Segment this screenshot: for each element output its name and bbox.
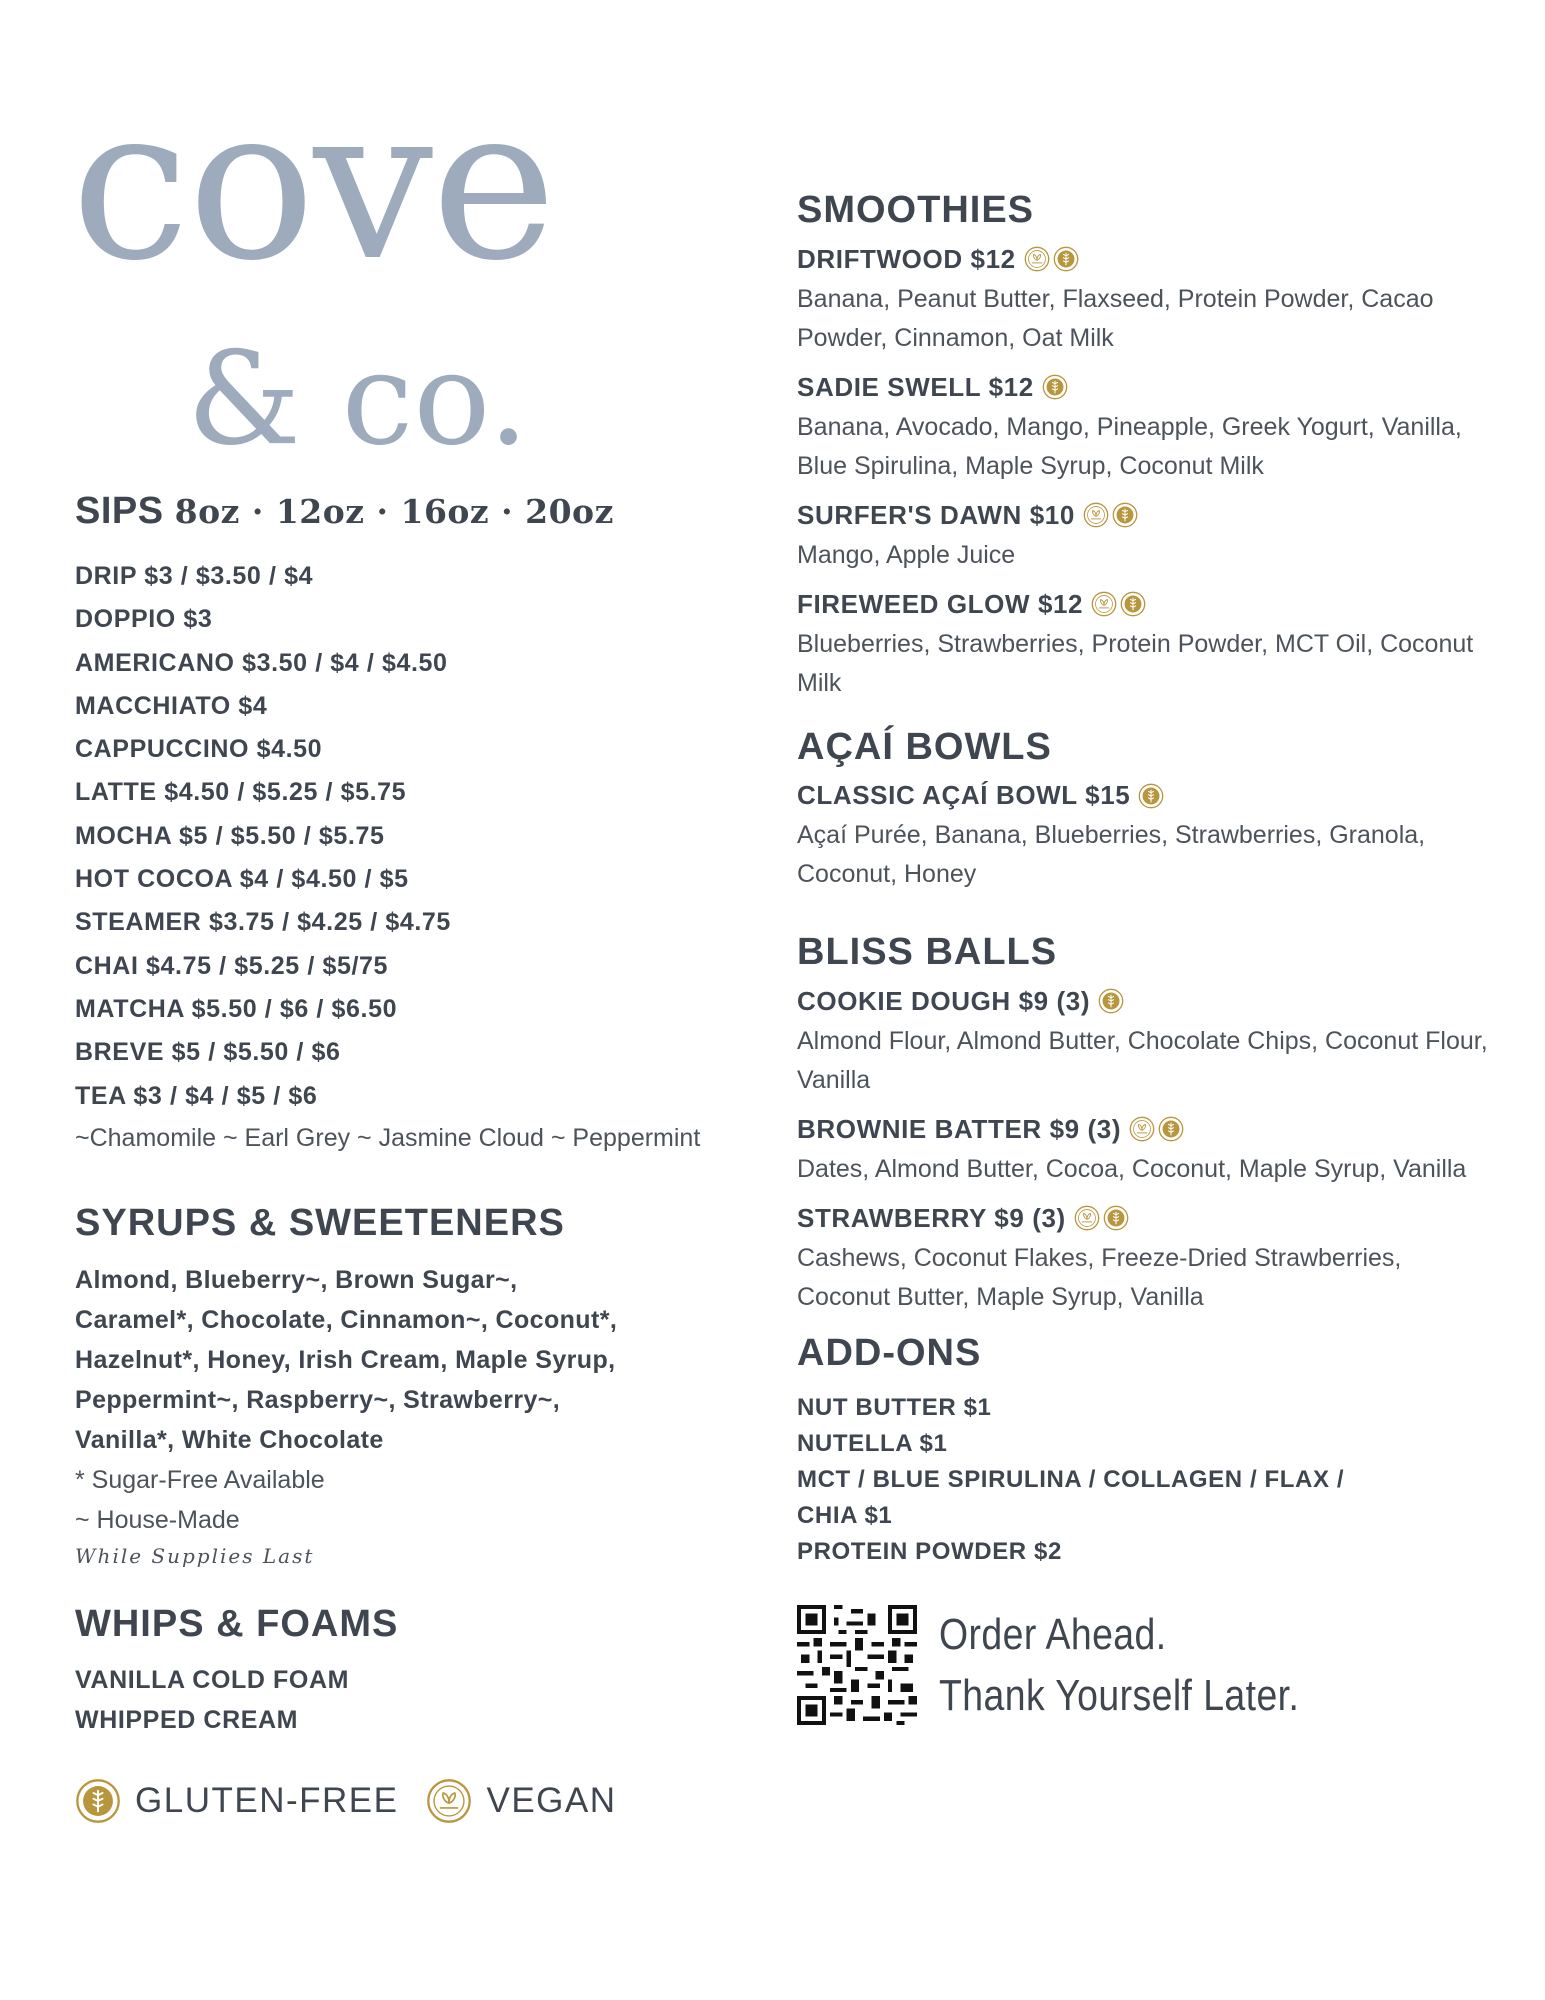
gluten-free-icon xyxy=(1042,374,1068,400)
vegan-icon xyxy=(1091,591,1117,617)
addon-item: CHIA $1 xyxy=(797,1502,893,1530)
supplies-note: While Supplies Last xyxy=(75,1544,315,1569)
legend-gluten-free xyxy=(75,1778,398,1824)
item-title-row xyxy=(797,244,1497,275)
menu-item: MACCHIATO $4 xyxy=(75,691,268,720)
item-title: BROWNIE BATTER $9 (3) xyxy=(797,1113,1122,1144)
order-line1: Order Ahead. xyxy=(939,1610,1167,1660)
menu-item: CAPPUCCINO $4.50 xyxy=(75,735,323,764)
menu-item: LATTE $4.50 / $5.25 / $5.75 xyxy=(75,778,407,807)
menu-item xyxy=(797,372,1497,486)
qr-code-icon[interactable] xyxy=(797,1605,917,1725)
menu-item: AMERICANO $3.50 / $4 / $4.50 xyxy=(75,648,448,677)
menu-item: WHIPPED CREAM xyxy=(75,1706,299,1735)
menu-item: DOPPIO $3 xyxy=(75,605,213,634)
item-title: CLASSIC AÇAÍ BOWL $15 xyxy=(797,780,1131,811)
item-title-row xyxy=(797,780,1497,811)
vegan-icon xyxy=(1074,1205,1100,1231)
item-title: SURFER'S DAWN $10 xyxy=(797,499,1075,530)
item-description: Dates, Almond Butter, Cocoa, Coconut, Maple Syrup, Vanilla xyxy=(797,1154,1467,1183)
item-title: FIREWEED GLOW $12 xyxy=(797,588,1084,619)
item-title-row xyxy=(797,986,1497,1017)
gluten-free-icon xyxy=(1103,1205,1129,1231)
item-title: STRAWBERRY $9 (3) xyxy=(797,1202,1066,1233)
syrup-line: Hazelnut*, Honey, Irish Cream, Maple Syrup, xyxy=(75,1346,616,1375)
item-title-row xyxy=(797,372,1497,403)
vegan-icon xyxy=(426,1778,472,1824)
whips-section xyxy=(75,1602,755,1740)
order-ahead-text xyxy=(939,1604,1299,1726)
gluten-free-icon xyxy=(1138,783,1164,809)
menu-item: HOT COCOA $4 / $4.50 / $5 xyxy=(75,865,409,894)
gluten-free-icon xyxy=(1120,591,1146,617)
gluten-free-icon xyxy=(1158,1116,1184,1142)
item-title-row xyxy=(797,589,1497,620)
menu-item: MOCHA $5 / $5.50 / $5.75 xyxy=(75,821,385,850)
syrup-line: Vanilla*, White Chocolate xyxy=(75,1426,384,1455)
brand-logo xyxy=(71,60,755,490)
menu-item: VANILLA COLD FOAM xyxy=(75,1666,350,1695)
order-ahead-block xyxy=(797,1604,1497,1726)
item-title-row xyxy=(797,1114,1497,1145)
order-line2: Thank Yourself Later. xyxy=(939,1671,1300,1721)
vegan-icon xyxy=(1083,502,1109,528)
sips-list xyxy=(75,555,755,1153)
addon-item: NUTELLA $1 xyxy=(797,1430,948,1458)
gluten-free-icon xyxy=(1098,988,1124,1014)
sugar-free-note: * Sugar-Free Available xyxy=(75,1466,325,1495)
dietary-legend xyxy=(75,1778,755,1824)
item-title: SADIE SWELL $12 xyxy=(797,371,1034,402)
menu-item: TEA $3 / $4 / $5 / $6 xyxy=(75,1081,318,1110)
item-description: Banana, Avocado, Mango, Pineapple, Greek Yogurt, Vanilla, Blue Spirulina, Maple Syrup, Coconut Milk xyxy=(797,412,1462,480)
whips-heading: WHIPS & FOAMS xyxy=(75,1603,399,1646)
syrup-line: Almond, Blueberry~, Brown Sugar~, xyxy=(75,1266,518,1295)
menu-item: CHAI $4.75 / $5.25 / $5/75 xyxy=(75,951,389,980)
logo-cove-text: cove xyxy=(71,60,555,307)
legend-vegan-label: VEGAN xyxy=(486,1781,617,1821)
legend-gluten-free-label: GLUTEN-FREE xyxy=(135,1781,399,1821)
menu-item xyxy=(797,986,1497,1100)
gluten-free-icon xyxy=(75,1778,121,1824)
item-title: DRIFTWOOD $12 xyxy=(797,243,1016,274)
smoothies-heading: SMOOTHIES xyxy=(797,189,1035,231)
menu-item: STEAMER $3.75 / $4.25 / $4.75 xyxy=(75,908,451,937)
syrup-line: Caramel*, Chocolate, Cinnamon~, Coconut*, xyxy=(75,1306,618,1335)
sips-title: SIPS xyxy=(75,490,164,532)
gluten-free-icon xyxy=(1112,502,1138,528)
syrups-heading: SYRUPS & SWEETENERS xyxy=(75,1201,565,1244)
vegan-icon xyxy=(1024,246,1050,272)
item-title-row xyxy=(797,500,1497,531)
addons-list xyxy=(797,1390,1497,1570)
sips-heading xyxy=(75,490,755,533)
tea-varieties: ~Chamomile ~ Earl Grey ~ Jasmine Cloud ~ Peppermint xyxy=(75,1123,701,1152)
menu-item xyxy=(797,1203,1497,1317)
syrup-line: Peppermint~, Raspberry~, Strawberry~, xyxy=(75,1386,561,1415)
menu-item: MATCHA $5.50 / $6 / $6.50 xyxy=(75,994,398,1023)
logo-co-text: & co. xyxy=(187,325,529,474)
menu-item xyxy=(797,780,1497,894)
gluten-free-icon xyxy=(1053,246,1079,272)
menu-item xyxy=(797,1114,1497,1189)
menu-item: BREVE $5 / $5.50 / $6 xyxy=(75,1038,341,1067)
legend-vegan xyxy=(426,1778,616,1824)
item-title-row xyxy=(797,1203,1497,1234)
vegan-icon xyxy=(1129,1116,1155,1142)
menu-item xyxy=(797,500,1497,575)
item-description: Almond Flour, Almond Butter, Chocolate Chips, Coconut Flour, Vanilla xyxy=(797,1026,1488,1094)
menu-item xyxy=(797,244,1497,358)
item-description: Açaí Purée, Banana, Blueberries, Strawberries, Granola, Coconut, Honey xyxy=(797,821,1426,889)
addon-item: PROTEIN POWDER $2 xyxy=(797,1538,1062,1566)
item-title: COOKIE DOUGH $9 (3) xyxy=(797,985,1091,1016)
addon-item: MCT / BLUE SPIRULINA / COLLAGEN / FLAX / xyxy=(797,1466,1345,1494)
bliss-heading: BLISS BALLS xyxy=(797,931,1058,974)
item-description: Mango, Apple Juice xyxy=(797,540,1016,569)
acai-heading: AÇAÍ BOWLS xyxy=(797,725,1052,768)
house-made-note: ~ House-Made xyxy=(75,1506,240,1535)
addons-heading: ADD-ONS xyxy=(797,1331,982,1374)
menu-item xyxy=(797,589,1497,703)
menu-item: DRIP $3 / $3.50 / $4 xyxy=(75,562,314,590)
syrups-section xyxy=(75,1201,755,1569)
whips-list xyxy=(75,1660,755,1740)
right-column xyxy=(797,188,1497,1726)
item-description: Cashews, Coconut Flakes, Freeze-Dried Strawberries, Coconut Butter, Maple Syrup, Vanilla xyxy=(797,1243,1402,1311)
syrup-list xyxy=(75,1260,755,1460)
addon-item: NUT BUTTER $1 xyxy=(797,1394,992,1422)
item-description: Banana, Peanut Butter, Flaxseed, Protein Powder, Cacao Powder, Cinnamon, Oat Milk xyxy=(797,284,1434,352)
item-description: Blueberries, Strawberries, Protein Powder, MCT Oil, Coconut Milk xyxy=(797,629,1474,697)
sips-sizes: 8oz · 12oz · 16oz · 20oz xyxy=(174,492,614,531)
left-column xyxy=(71,60,755,1824)
